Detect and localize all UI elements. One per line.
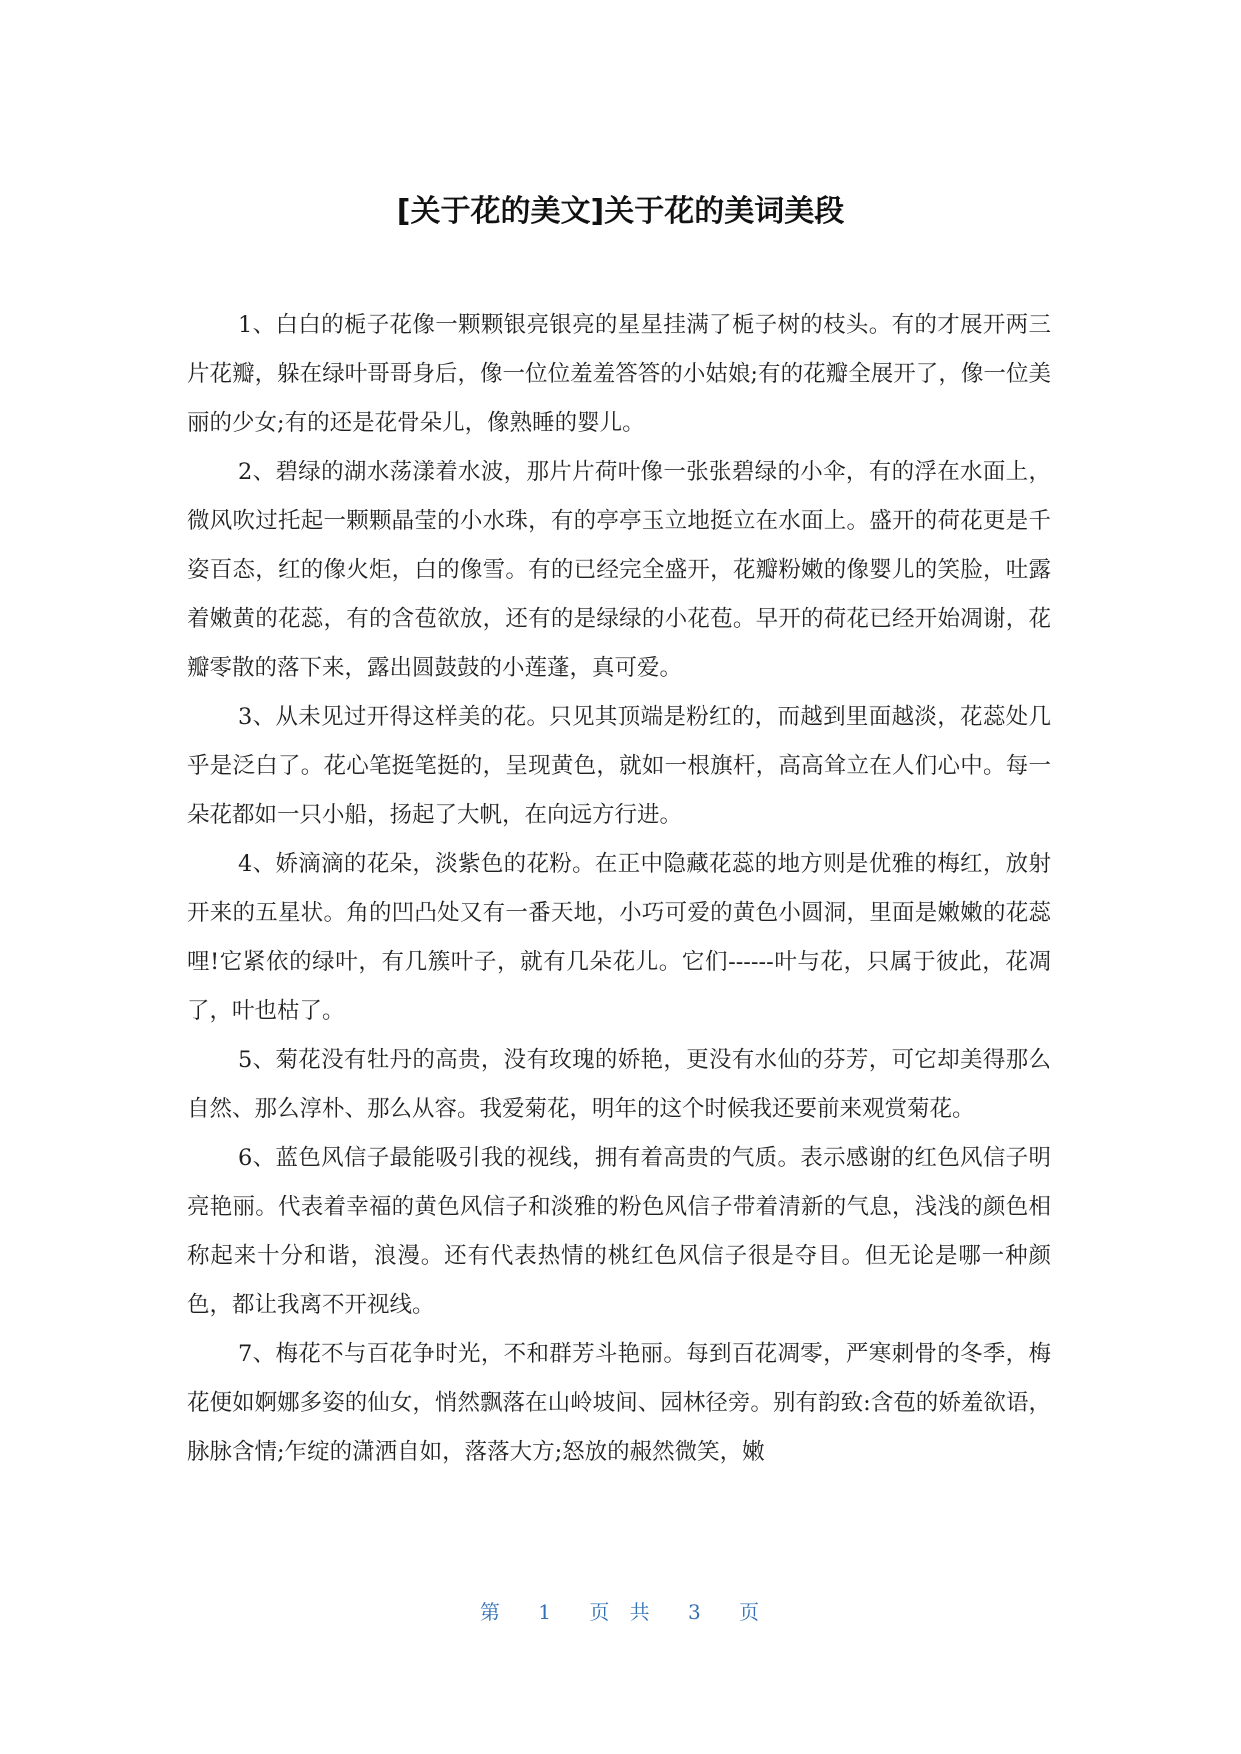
page-footer	[0, 1598, 1241, 1626]
paragraph-7: 7、梅花不与百花争时光，不和群芳斗艳丽。每到百花凋零，严寒刺骨的冬季，梅花便如婀娜多姿的仙女，悄然飘落在山岭坡间、园林径旁。别有韵致:含苞的娇羞欲语，脉脉含情;乍绽的潇洒自如，落落大方;怒放的赧然微笑，嫩	[187, 1341, 1051, 1465]
footer-page-prefix: 第	[479, 1600, 502, 1624]
paragraph-2: 2、碧绿的湖水荡漾着水波，那片片荷叶像一张张碧绿的小伞，有的浮在水面上，微风吹过托起一颗颗晶莹的小水珠，有的亭亭玉立地挺立在水面上。盛开的荷花更是千姿百态，红的像火炬，白的像雪。有的已经完全盛开，花瓣粉嫩的像婴儿的笑脸，吐露着嫩黄的花蕊，有的含苞欲放，还有的是绿绿的小花苞。早开的荷花已经开始凋谢，花瓣零散的落下来，露出圆鼓鼓的小莲蓬，真可爱。	[187, 459, 1051, 681]
document-body	[187, 301, 1051, 1477]
footer-page-total: 3	[688, 1600, 703, 1624]
paragraph-5: 5、菊花没有牡丹的高贵，没有玫瑰的娇艳，更没有水仙的芬芳，可它却美得那么自然、那么淳朴、那么从容。我爱菊花，明年的这个时候我还要前来观赏菊花。	[187, 1047, 1051, 1122]
paragraph-4: 4、娇滴滴的花朵，淡紫色的花粉。在正中隐藏花蕊的地方则是优雅的梅红，放射开来的五星状。角的凹凸处又有一番天地，小巧可爱的黄色小圆洞，里面是嫩嫩的花蕊哩!它紧依的绿叶，有几簇叶子，就有几朵花儿。它们------叶与花，只属于彼此，花凋了，叶也枯了。	[187, 851, 1051, 1024]
paragraph-3: 3、从未见过开得这样美的花。只见其顶端是粉红的，而越到里面越淡，花蕊处几乎是泛白了。花心笔挺笔挺的，呈现黄色，就如一根旗杆，高高耸立在人们心中。每一朵花都如一只小船，扬起了大帆，在向远方行进。	[187, 704, 1051, 828]
footer-page-number: 1	[538, 1600, 553, 1624]
paragraph-1: 1、白白的栀子花像一颗颗银亮银亮的星星挂满了栀子树的枝头。有的才展开两三片花瓣，躲在绿叶哥哥身后，像一位位羞羞答答的小姑娘;有的花瓣全展开了，像一位美丽的少女;有的还是花骨朵儿，像熟睡的婴儿。	[187, 312, 1051, 436]
footer-page-suffix: 页	[739, 1600, 762, 1624]
footer-page-middle: 页 共	[589, 1600, 652, 1624]
paragraph-6: 6、蓝色风信子最能吸引我的视线，拥有着高贵的气质。表示感谢的红色风信子明亮艳丽。代表着幸福的黄色风信子和淡雅的粉色风信子带着清新的气息，浅浅的颜色相称起来十分和谐，浪漫。还有代表热情的桃红色风信子很是夺目。但无论是哪一种颜色，都让我离不开视线。	[187, 1145, 1051, 1318]
document-title: [关于花的美文]关于花的美词美段	[396, 194, 845, 229]
